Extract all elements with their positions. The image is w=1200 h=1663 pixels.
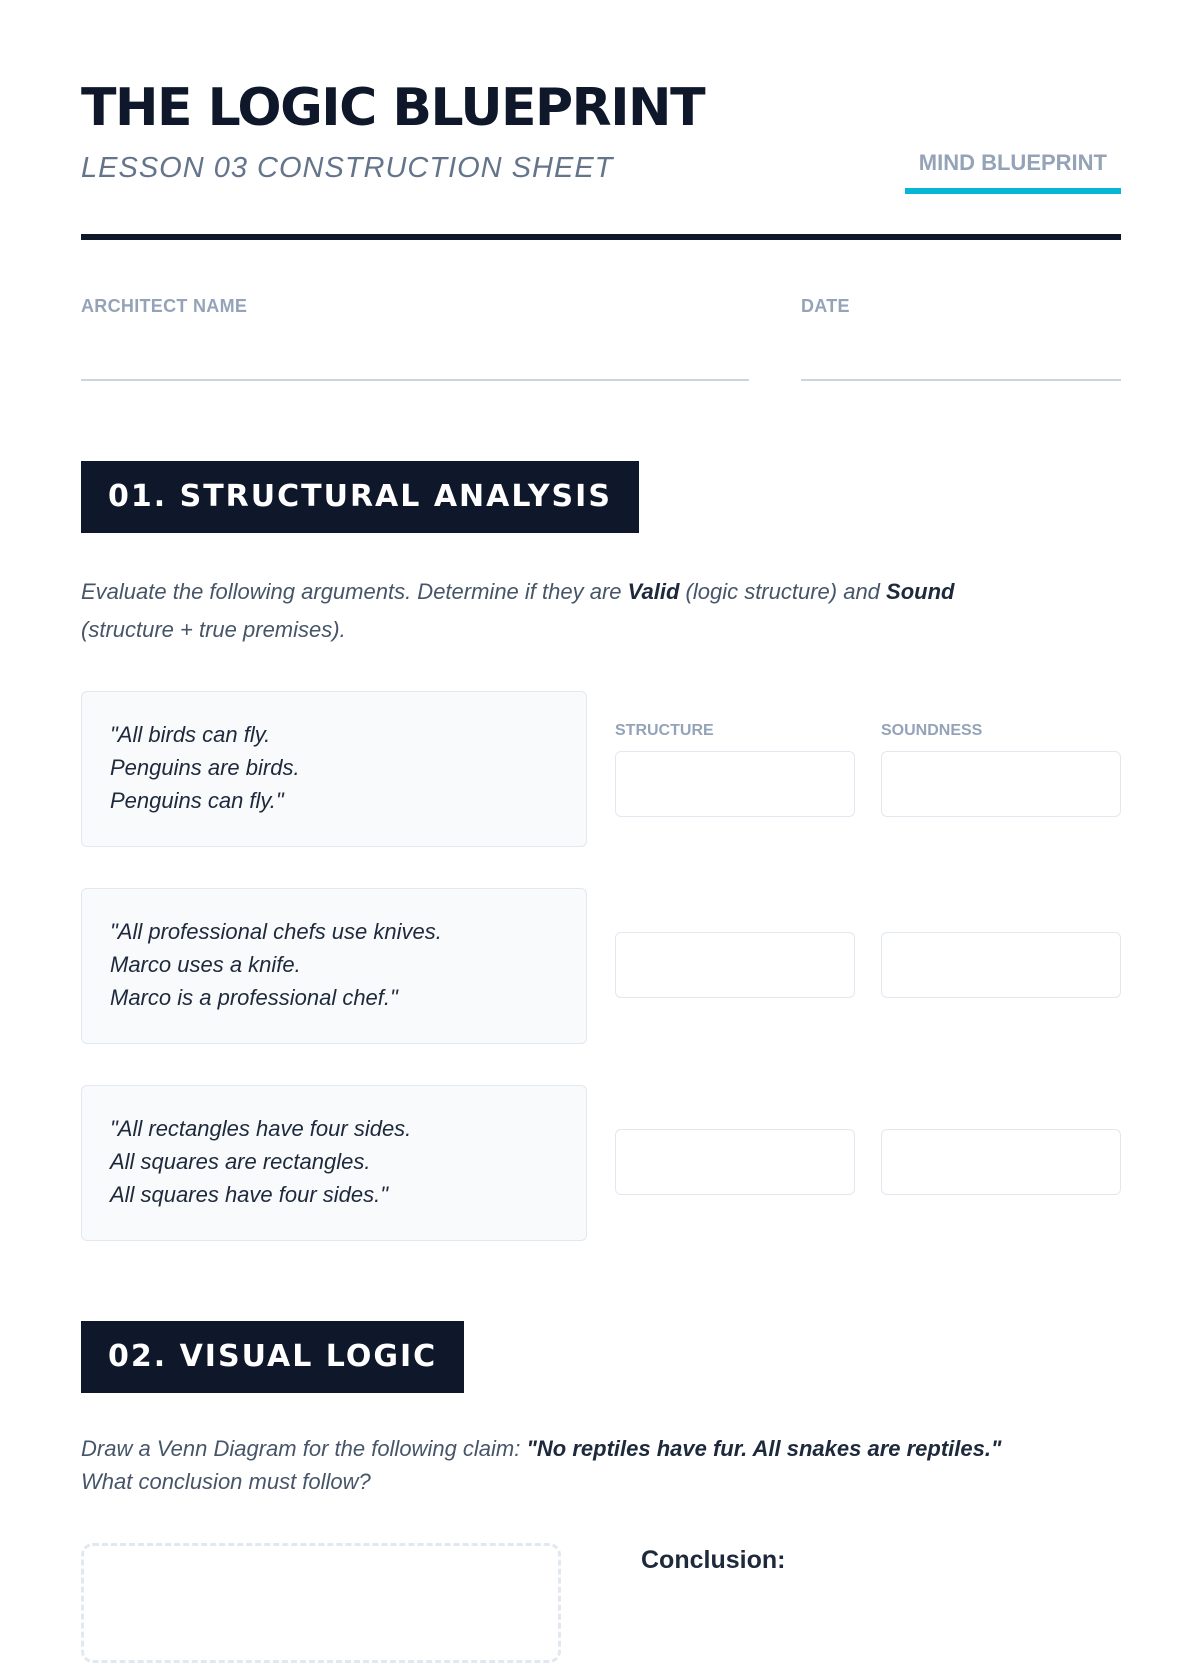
architect-name-field[interactable] <box>81 379 749 381</box>
argument-line: Marco uses a knife. <box>110 952 301 977</box>
date-field[interactable] <box>801 379 1121 381</box>
worksheet-page <box>81 0 1121 1600</box>
argument-line: Penguins are birds. <box>110 755 300 780</box>
section-heading-structural-analysis: 01. STRUCTURAL ANALYSIS <box>81 461 639 533</box>
instructions-text: Draw a Venn Diagram for the following claim: <box>81 1436 527 1461</box>
section1-instructions <box>81 573 1121 649</box>
venn-diagram-drawing-area[interactable] <box>81 1543 561 1663</box>
argument-card <box>81 888 587 1044</box>
instructions-claim: "No reptiles have fur. All snakes are reptiles." <box>526 1436 1002 1461</box>
argument-line: "All professional chefs use knives. <box>110 919 442 944</box>
argument-card <box>81 691 587 847</box>
soundness-answer-box[interactable] <box>881 751 1121 817</box>
argument-line: "All birds can fly. <box>110 722 271 747</box>
argument-card <box>81 1085 587 1241</box>
header-divider <box>81 234 1121 240</box>
argument-line: All squares have four sides." <box>110 1182 389 1207</box>
instructions-sound-term: Sound <box>886 579 955 604</box>
instructions-text: (structure + true premises). <box>81 617 346 642</box>
argument-line: All squares are rectangles. <box>110 1149 371 1174</box>
argument-line: "All rectangles have four sides. <box>110 1116 412 1141</box>
instructions-text: What conclusion must follow? <box>81 1469 371 1494</box>
structure-column-label: STRUCTURE <box>615 722 714 739</box>
argument-line: Penguins can fly." <box>110 788 284 813</box>
soundness-answer-box[interactable] <box>881 932 1121 998</box>
page-title: THE LOGIC BLUEPRINT <box>81 78 705 138</box>
soundness-column-label: SOUNDNESS <box>881 722 983 739</box>
section-heading-visual-logic: 02. VISUAL LOGIC <box>81 1321 464 1393</box>
instructions-text: Evaluate the following arguments. Determine if they are <box>81 579 628 604</box>
brand-label: MIND BLUEPRINT <box>905 150 1121 194</box>
conclusion-label: Conclusion: <box>641 1546 786 1574</box>
page-subtitle: LESSON 03 CONSTRUCTION SHEET <box>81 152 614 184</box>
structure-answer-box[interactable] <box>615 1129 855 1195</box>
section2-instructions <box>81 1432 1121 1498</box>
architect-name-label: ARCHITECT NAME <box>81 296 248 316</box>
date-label: DATE <box>801 296 850 316</box>
instructions-text: (logic structure) and <box>679 579 887 604</box>
structure-answer-box[interactable] <box>615 751 855 817</box>
argument-line: Marco is a professional chef." <box>110 985 398 1010</box>
structure-answer-box[interactable] <box>615 932 855 998</box>
instructions-valid-term: Valid <box>627 579 680 604</box>
soundness-answer-box[interactable] <box>881 1129 1121 1195</box>
